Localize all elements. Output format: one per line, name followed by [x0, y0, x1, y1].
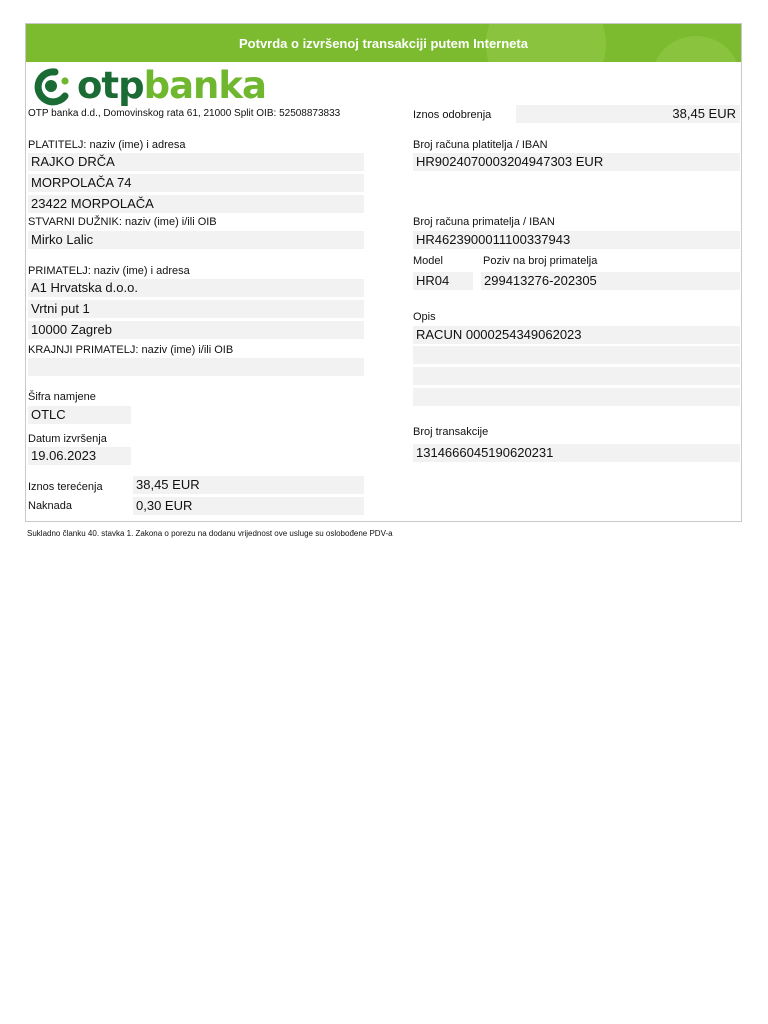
debit-amount-value: 38,45 EUR [133, 476, 364, 494]
recipient-city: 10000 Zagreb [28, 321, 364, 339]
otp-logo-icon [29, 66, 73, 106]
final-recipient-value [28, 358, 364, 376]
otp-banka-logo [29, 65, 266, 107]
recipient-name: A1 Hrvatska d.o.o. [28, 279, 364, 297]
description-label: Opis [413, 311, 436, 323]
recipient-address: Vrtni put 1 [28, 300, 364, 318]
description-blank-line [413, 346, 740, 364]
debit-amount-label: Iznos terećenja [28, 481, 103, 493]
purpose-code-value: OTLC [28, 406, 131, 424]
logo-wordmark: otpbanka [77, 64, 266, 107]
amount-approval-label: Iznos odobrenja [413, 109, 492, 121]
actual-debtor-value: Mirko Lalic [28, 231, 364, 249]
description-blank-line [413, 388, 740, 406]
document-title: Potvrda o izvršenoj transakciji putem Interneta [239, 36, 528, 51]
transaction-number-value: 1314666045190620231 [413, 444, 740, 462]
recipient-account-value: HR4623900011100337943 [413, 231, 740, 249]
bank-info: OTP banka d.d., Domovinskog rata 61, 21000 Split OIB: 52508873833 [28, 108, 341, 119]
description-value: RACUN 0000254349062023 [413, 326, 740, 344]
payer-name: RAJKO DRČA [28, 153, 364, 171]
recipient-label: PRIMATELJ: naziv (ime) i adresa [28, 265, 190, 277]
reference-label: Poziv na broj primatelja [483, 255, 598, 267]
final-recipient-label: KRAJNJI PRIMATELJ: naziv (ime) i/ili OIB [28, 344, 234, 356]
payer-label: PLATITELJ: naziv (ime) i adresa [28, 139, 186, 151]
execution-date-label: Datum izvršenja [28, 433, 107, 445]
actual-debtor-label: STVARNI DUŽNIK: naziv (ime) i/ili OIB [28, 216, 217, 228]
purpose-code-label: Šifra namjene [28, 391, 96, 403]
description-blank-line [413, 367, 740, 385]
transaction-number-label: Broj transakcije [413, 426, 489, 438]
amount-approval-value: 38,45 EUR [516, 105, 740, 123]
payer-account-value: HR9024070003204947303 EUR [413, 153, 740, 171]
header-banner [26, 24, 741, 62]
fee-value: 0,30 EUR [133, 497, 364, 515]
payer-address: MORPOLAČA 74 [28, 174, 364, 192]
vat-exemption-note: Sukladno članku 40. stavka 1. Zakona o porezu na dodanu vrijednost ove usluge su oslobođene PDV-a [27, 529, 393, 538]
model-label: Model [413, 255, 443, 267]
recipient-account-label: Broj računa primatelja / IBAN [413, 216, 555, 228]
reference-value: 299413276-202305 [481, 272, 740, 290]
execution-date-value: 19.06.2023 [28, 447, 131, 465]
model-value: HR04 [413, 272, 473, 290]
fee-label: Naknada [28, 500, 73, 512]
payer-city: 23422 MORPOLAČA [28, 195, 364, 213]
payer-account-label: Broj računa platitelja / IBAN [413, 139, 548, 151]
